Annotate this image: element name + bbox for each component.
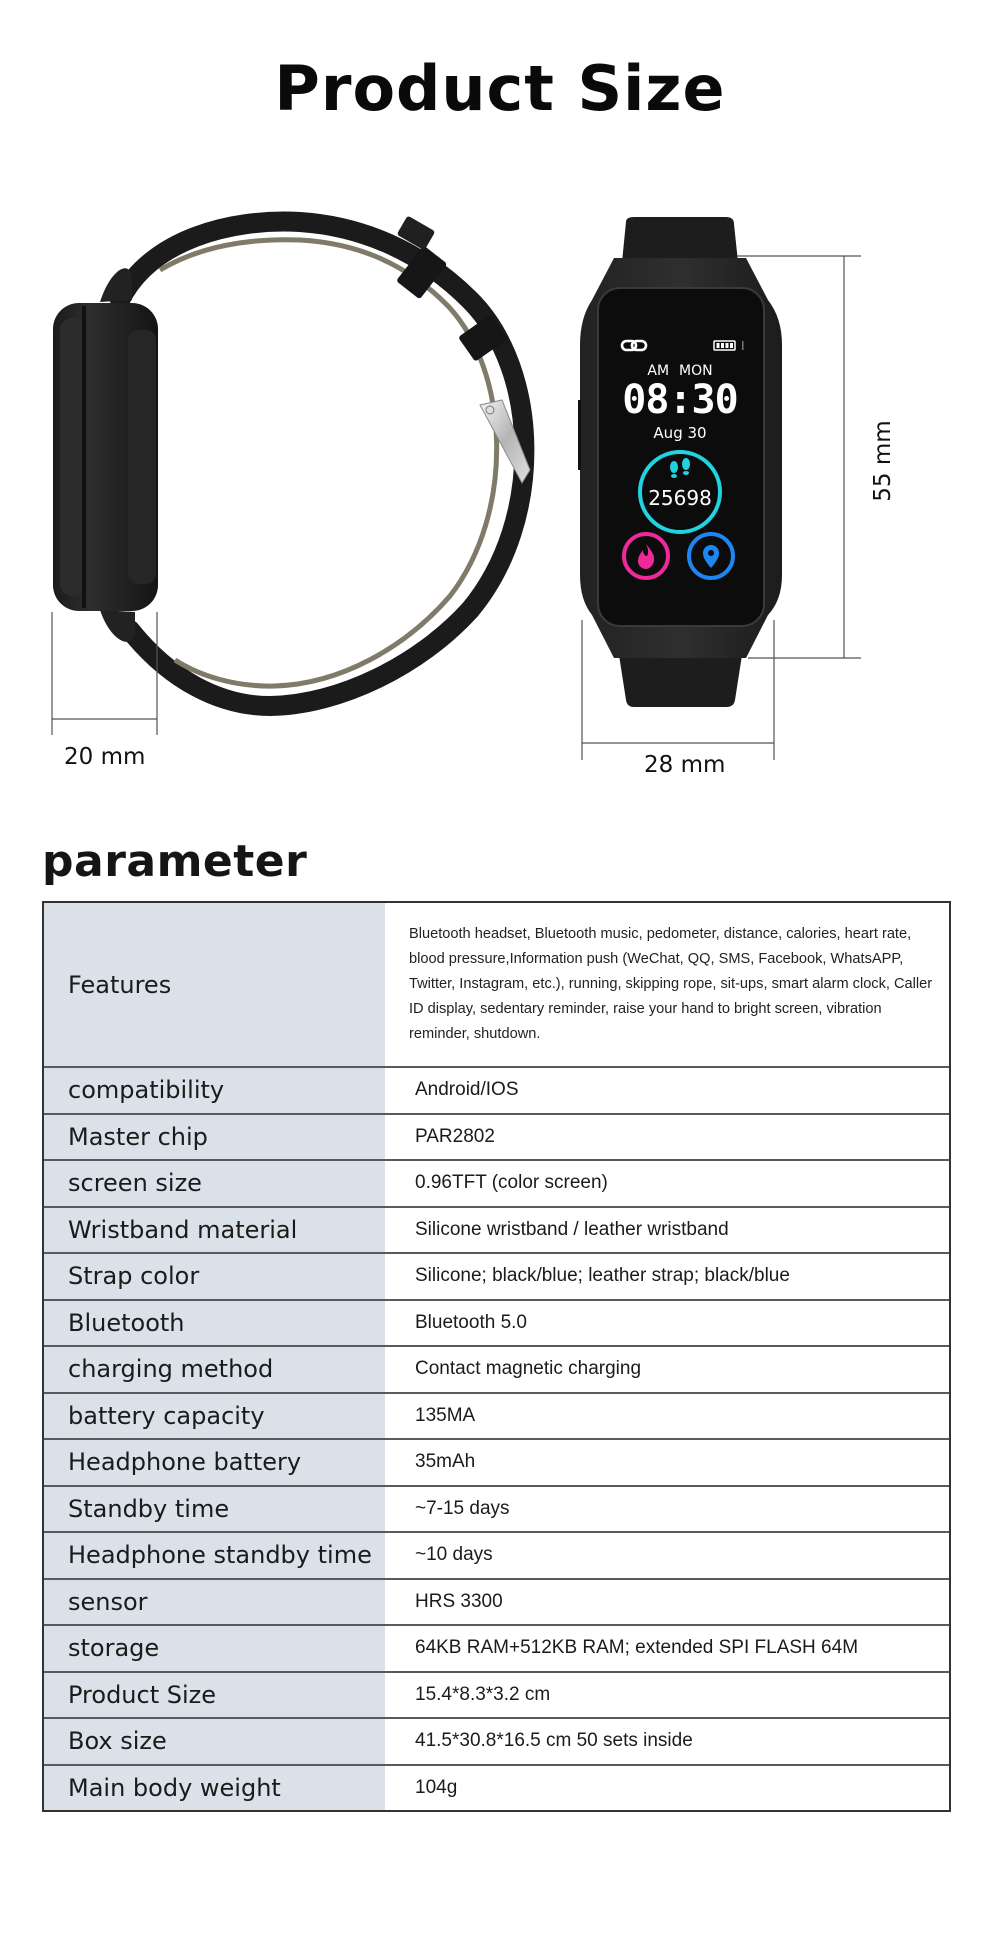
row-label: Headphone standby time [44, 1533, 385, 1578]
row-label: Main body weight [44, 1766, 385, 1811]
table-row [44, 1252, 949, 1299]
row-label: Bluetooth [44, 1301, 385, 1346]
row-value: ~10 days [385, 1533, 949, 1578]
row-value: Android/IOS [385, 1068, 949, 1113]
table-row [44, 1671, 949, 1718]
row-value: 0.96TFT (color screen) [385, 1161, 949, 1206]
dimension-label-55mm: 55 mm [870, 420, 896, 502]
row-value: Silicone; black/blue; leather strap; black/blue [385, 1254, 949, 1299]
row-value: HRS 3300 [385, 1580, 949, 1625]
row-label: Master chip [44, 1115, 385, 1160]
row-label: Features [44, 903, 385, 1066]
row-label: Box size [44, 1719, 385, 1764]
table-row [44, 1717, 949, 1764]
row-value: PAR2802 [385, 1115, 949, 1160]
table-row [44, 1392, 949, 1439]
row-value: Silicone wristband / leather wristband [385, 1208, 949, 1253]
product-size-figure [0, 200, 1000, 800]
row-label: charging method [44, 1347, 385, 1392]
row-label: Strap color [44, 1254, 385, 1299]
table-row [44, 1113, 949, 1160]
front-view-watch [578, 217, 782, 707]
row-label: Standby time [44, 1487, 385, 1532]
table-row [44, 1531, 949, 1578]
row-value: Bluetooth 5.0 [385, 1301, 949, 1346]
table-row [44, 1764, 949, 1811]
side-view-watch [53, 215, 530, 706]
dimension-label-28mm: 28 mm [644, 752, 726, 778]
table-row [44, 1159, 949, 1206]
row-label: battery capacity [44, 1394, 385, 1439]
row-value: 135MA [385, 1394, 949, 1439]
row-label: screen size [44, 1161, 385, 1206]
row-label: storage [44, 1626, 385, 1671]
row-value: Contact magnetic charging [385, 1347, 949, 1392]
table-row [44, 1624, 949, 1671]
table-row [44, 1299, 949, 1346]
row-value: 104g [385, 1766, 949, 1811]
date-display: Aug 30 [653, 424, 707, 442]
table-row [44, 1485, 949, 1532]
spec-table [42, 901, 951, 1812]
row-value: 35mAh [385, 1440, 949, 1485]
dimension-label-20mm: 20 mm [64, 744, 146, 770]
row-value: Bluetooth headset, Bluetooth music, pedometer, distance, calories, heart rate, blood pressure,Information push (WeChat, QQ, SMS, Facebook, WhatsAPP, Twitter, Instagram, etc.), running, skipping rope, sit-ups, smart alarm clock, Caller ID display, sedentary reminder, raise your hand to bright screen, vibration reminder, shutdown. [385, 903, 949, 1066]
row-label: sensor [44, 1580, 385, 1625]
page-title: Product Size [274, 52, 726, 125]
row-label: Headphone battery [44, 1440, 385, 1485]
row-label: compatibility [44, 1068, 385, 1113]
row-value: ~7-15 days [385, 1487, 949, 1532]
table-row [44, 1345, 949, 1392]
table-row [44, 1206, 949, 1253]
row-value: 64KB RAM+512KB RAM; extended SPI FLASH 64M [385, 1626, 949, 1671]
row-label: Wristband material [44, 1208, 385, 1253]
row-value: 41.5*30.8*16.5 cm 50 sets inside [385, 1719, 949, 1764]
parameter-heading: parameter [42, 836, 308, 887]
time-display: 08:30 [622, 377, 738, 423]
table-row-features [44, 903, 949, 1066]
table-row [44, 1066, 949, 1113]
table-row [44, 1438, 949, 1485]
row-value: 15.4*8.3*3.2 cm [385, 1673, 949, 1718]
table-row [44, 1578, 949, 1625]
row-label: Product Size [44, 1673, 385, 1718]
steps-count: 25698 [648, 486, 712, 510]
meridiem-weekday: AM MON [647, 363, 713, 379]
